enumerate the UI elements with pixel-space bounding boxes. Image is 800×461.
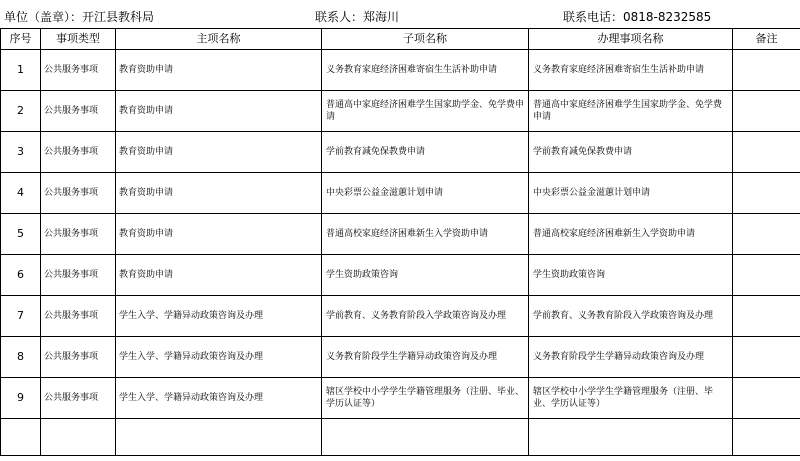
cell-sub: 学生资助政策咨询: [322, 255, 529, 296]
cell-main: 教育资助申请: [116, 50, 322, 91]
cell-type: 公共服务事项: [41, 378, 116, 419]
cell-index: 6: [1, 255, 41, 296]
document-header: [0, 0, 800, 28]
cell-type: 公共服务事项: [41, 91, 116, 132]
cell-process: 普通高中家庭经济困难学生国家助学金、免学费申请: [529, 91, 733, 132]
cell-process: 学前教育、义务教育阶段入学政策咨询及办理: [529, 296, 733, 337]
cell-type: 公共服务事项: [41, 296, 116, 337]
cell-type: 公共服务事项: [41, 173, 116, 214]
phone-label: 联系电话：0818-8232585: [563, 10, 712, 24]
cell-main: 学生入学、学籍异动政策咨询及办理: [116, 337, 322, 378]
cell-index: 7: [1, 296, 41, 337]
cell-sub: 辖区学校中小学学生学籍管理服务（注册、毕业、学历认证等）: [322, 378, 529, 419]
cell-main: 教育资助申请: [116, 255, 322, 296]
cell-note: [733, 173, 800, 214]
cell-type: 公共服务事项: [41, 214, 116, 255]
cell-sub: 义务教育家庭经济困难寄宿生生活补助申请: [322, 50, 529, 91]
cell-sub: 学前教育、义务教育阶段入学政策咨询及办理: [322, 296, 529, 337]
table-header-row: [1, 29, 800, 50]
cell-note: [733, 296, 800, 337]
cell-sub: 学前教育减免保教费申请: [322, 132, 529, 173]
column-header-process: 办理事项名称: [529, 29, 733, 50]
cell-process: 普通高校家庭经济困难新生入学资助申请: [529, 214, 733, 255]
table-row: [1, 296, 800, 337]
table-row: [1, 50, 800, 91]
cell-main: [116, 419, 322, 456]
cell-note: [733, 378, 800, 419]
cell-type: 公共服务事项: [41, 337, 116, 378]
cell-sub: 中央彩票公益金滋蕙计划申请: [322, 173, 529, 214]
cell-main: 学生入学、学籍异动政策咨询及办理: [116, 296, 322, 337]
cell-sub: [322, 419, 529, 456]
cell-note: [733, 91, 800, 132]
cell-type: [41, 419, 116, 456]
contact-label: 联系人：郑海川: [315, 10, 400, 24]
cell-process: 中央彩票公益金滋蕙计划申请: [529, 173, 733, 214]
cell-sub: 义务教育阶段学生学籍异动政策咨询及办理: [322, 337, 529, 378]
cell-main: 学生入学、学籍异动政策咨询及办理: [116, 378, 322, 419]
cell-process: [529, 419, 733, 456]
cell-index: [1, 419, 41, 456]
unit-label: 单位（盖章）：开江县教科局: [4, 10, 155, 24]
cell-type: 公共服务事项: [41, 255, 116, 296]
column-header-index: 序号: [1, 29, 41, 50]
table-row: [1, 378, 800, 419]
table-row: [1, 419, 800, 456]
table-row: [1, 91, 800, 132]
cell-process: 辖区学校中小学学生学籍管理服务（注册、毕业、学历认证等）: [529, 378, 733, 419]
cell-process: 义务教育家庭经济困难寄宿生生活补助申请: [529, 50, 733, 91]
service-items-table: [0, 28, 800, 456]
table-row: [1, 337, 800, 378]
cell-index: 1: [1, 50, 41, 91]
cell-sub: 普通高中家庭经济困难学生国家助学金、免学费申请: [322, 91, 529, 132]
cell-sub: 普通高校家庭经济困难新生入学资助申请: [322, 214, 529, 255]
cell-type: 公共服务事项: [41, 132, 116, 173]
column-header-type: 事项类型: [41, 29, 116, 50]
table-row: [1, 132, 800, 173]
cell-index: 4: [1, 173, 41, 214]
cell-index: 8: [1, 337, 41, 378]
cell-main: 教育资助申请: [116, 214, 322, 255]
cell-process: 学前教育减免保教费申请: [529, 132, 733, 173]
cell-index: 2: [1, 91, 41, 132]
cell-main: 教育资助申请: [116, 132, 322, 173]
cell-note: [733, 214, 800, 255]
cell-main: 教育资助申请: [116, 91, 322, 132]
cell-main: 教育资助申请: [116, 173, 322, 214]
cell-index: 3: [1, 132, 41, 173]
cell-index: 9: [1, 378, 41, 419]
cell-index: 5: [1, 214, 41, 255]
table-row: [1, 173, 800, 214]
cell-note: [733, 337, 800, 378]
cell-note: [733, 132, 800, 173]
table-row: [1, 255, 800, 296]
column-header-sub: 子项名称: [322, 29, 529, 50]
column-header-main: 主项名称: [116, 29, 322, 50]
cell-process: 学生资助政策咨询: [529, 255, 733, 296]
cell-note: [733, 419, 800, 456]
cell-type: 公共服务事项: [41, 50, 116, 91]
cell-note: [733, 255, 800, 296]
column-header-note: 备注: [733, 29, 800, 50]
table-row: [1, 214, 800, 255]
cell-process: 义务教育阶段学生学籍异动政策咨询及办理: [529, 337, 733, 378]
cell-note: [733, 50, 800, 91]
